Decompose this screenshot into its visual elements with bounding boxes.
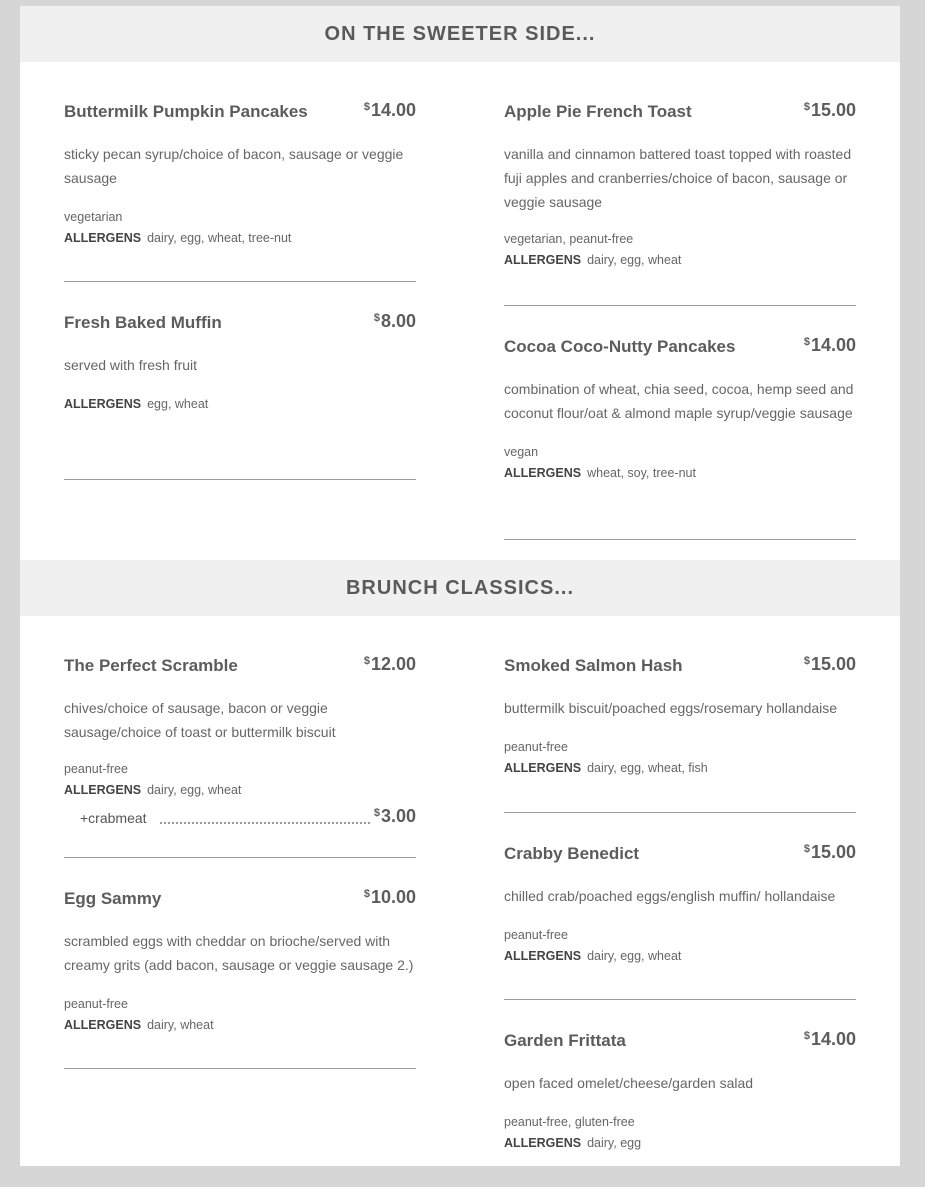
item-allergens: ALLERGENS dairy, egg, wheat	[504, 949, 682, 963]
item-dietary-tags: peanut-free	[64, 997, 128, 1011]
item-dietary-tags: peanut-free	[504, 740, 568, 754]
section-title-brunch-classics: BRUNCH CLASSICS...	[20, 560, 900, 616]
item-dietary-tags: peanut-free, gluten-free	[504, 1115, 635, 1129]
item-dietary-tags: peanut-free	[504, 928, 568, 942]
menu-item	[504, 337, 856, 540]
menu-item	[64, 889, 416, 1069]
menu-column-right	[504, 102, 856, 540]
addon-price: $3.00	[373, 806, 416, 826]
item-description: chives/choice of sausage, bacon or veggie sausage/choice of toast or buttermilk biscuit	[64, 700, 336, 740]
menu-item	[64, 656, 416, 858]
item-description: sticky pecan syrup/choice of bacon, sausage or veggie sausage	[64, 146, 404, 186]
menu-item	[504, 656, 856, 813]
item-dietary-tags: vegan	[504, 445, 539, 459]
section-title-sweeter-side: ON THE SWEETER SIDE...	[20, 6, 900, 62]
item-price: $15.00	[803, 100, 856, 120]
item-description: served with fresh fruit	[64, 357, 198, 373]
item-price: $8.00	[373, 311, 416, 331]
menu-page	[20, 6, 900, 1166]
item-allergens: ALLERGENS dairy, wheat	[64, 1018, 214, 1032]
item-allergens: ALLERGENS dairy, egg, wheat	[504, 253, 682, 267]
item-dietary-tags: vegetarian, peanut-free	[504, 232, 634, 246]
item-name: Garden Frittata	[504, 1031, 626, 1050]
item-dietary-tags: vegetarian	[64, 210, 123, 224]
item-allergens: ALLERGENS dairy, egg, wheat, fish	[504, 761, 708, 775]
menu-item	[504, 1031, 856, 1187]
item-price: $10.00	[363, 887, 416, 907]
addon-name: +crabmeat	[80, 810, 151, 826]
section-body-sweeter-side	[20, 62, 900, 560]
item-price: $14.00	[803, 335, 856, 355]
item-name: Fresh Baked Muffin	[64, 313, 222, 332]
item-description: chilled crab/poached eggs/english muffin/ hollandaise	[504, 888, 836, 904]
item-name: Cocoa Coco-Nutty Pancakes	[504, 337, 736, 356]
item-name: Egg Sammy	[64, 889, 162, 908]
menu-item	[504, 844, 856, 1000]
menu-item	[504, 102, 856, 306]
menu-item	[64, 102, 416, 282]
item-name: Buttermilk Pumpkin Pancakes	[64, 102, 308, 121]
item-name: The Perfect Scramble	[64, 656, 238, 675]
item-description: scrambled eggs with cheddar on brioche/served with creamy grits (add bacon, sausage or veggie sausage 2.)	[64, 933, 414, 973]
item-name: Smoked Salmon Hash	[504, 656, 683, 675]
item-description: buttermilk biscuit/poached eggs/rosemary hollandaise	[504, 700, 838, 716]
section-body-brunch-classics	[20, 616, 900, 1176]
menu-item	[64, 313, 416, 480]
item-name: Apple Pie French Toast	[504, 102, 692, 121]
item-description: vanilla and cinnamon battered toast topped with roasted fuji apples and cranberries/choice of bacon, sausage or veggie sausage	[504, 146, 852, 210]
item-description: open faced omelet/cheese/garden salad	[504, 1075, 754, 1091]
item-price: $12.00	[363, 654, 416, 674]
item-dietary-tags: peanut-free	[64, 762, 128, 776]
menu-column-left	[64, 656, 416, 1069]
item-name: Crabby Benedict	[504, 844, 640, 863]
item-allergens: ALLERGENS egg, wheat	[64, 397, 209, 411]
item-allergens: ALLERGENS wheat, soy, tree-nut	[504, 466, 696, 480]
item-price: $15.00	[803, 654, 856, 674]
item-price: $15.00	[803, 842, 856, 862]
item-allergens: ALLERGENS dairy, egg, wheat	[64, 783, 242, 797]
item-description: combination of wheat, chia seed, cocoa, hemp seed and coconut flour/oat & almond maple syrup/veggie sausage	[504, 381, 854, 421]
menu-column-left	[64, 102, 416, 480]
item-price: $14.00	[803, 1029, 856, 1049]
item-allergens: ALLERGENS dairy, egg, wheat, tree-nut	[64, 231, 292, 245]
menu-column-right	[504, 656, 856, 1187]
item-price: $14.00	[363, 100, 416, 120]
item-allergens: ALLERGENS dairy, egg	[504, 1136, 642, 1150]
item-addon	[64, 806, 416, 832]
addon-leader-dots	[160, 814, 370, 824]
